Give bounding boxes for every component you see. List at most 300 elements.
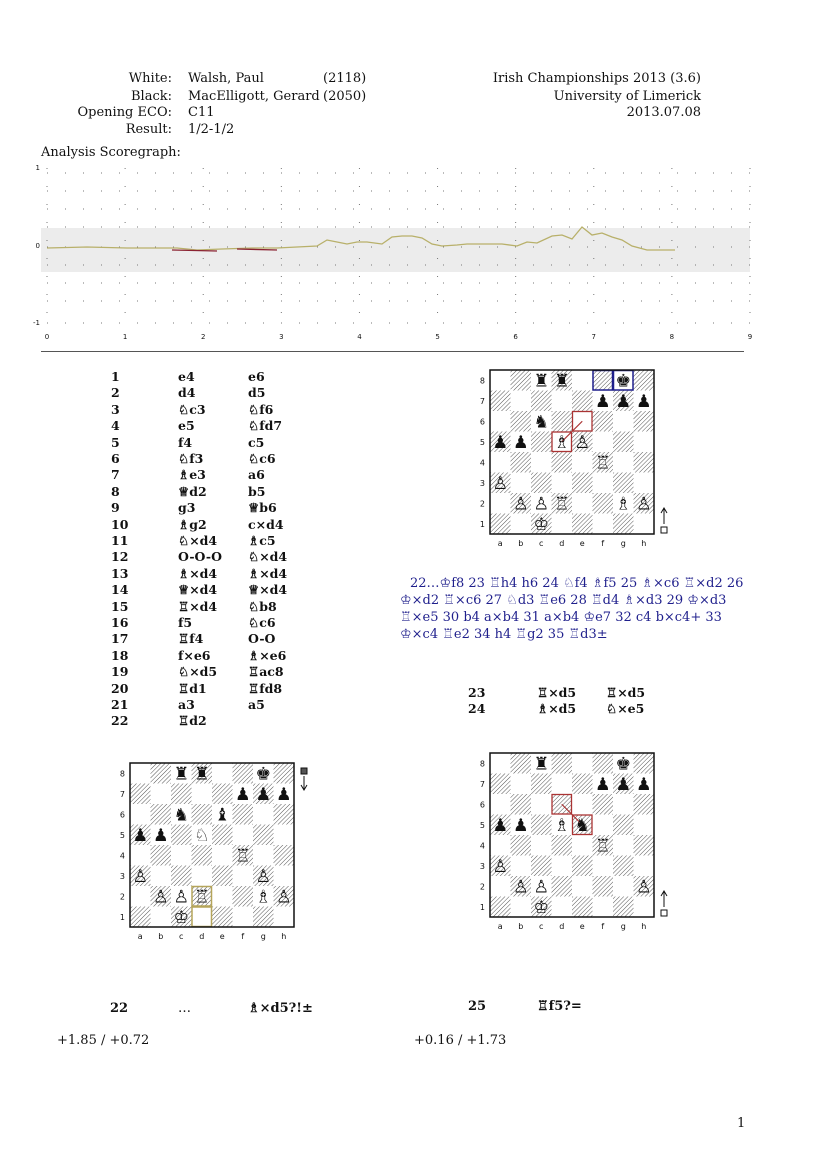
scoregraph-y-tick: -1 — [33, 319, 40, 327]
board-square-e1 — [212, 907, 233, 928]
rank-label: 1 — [479, 902, 485, 912]
chess-piece-b2: ♙ — [512, 877, 529, 898]
alt-move2-eval: +0.16 / +1.73 — [414, 1033, 507, 1048]
file-label: g — [620, 539, 626, 548]
chess-piece-g2: ♗ — [255, 887, 272, 908]
board-square-d7 — [552, 391, 573, 412]
board-square-e1 — [572, 514, 593, 535]
board-square-e6 — [572, 794, 593, 815]
black-move: ♗c5 — [248, 533, 276, 548]
move-number: 15 — [111, 598, 129, 614]
move-number: 7 — [111, 467, 120, 483]
board-square-d7 — [552, 774, 573, 795]
black-move: ♖ac8 — [248, 664, 284, 680]
rank-label: 2 — [119, 892, 125, 902]
rank-label: 2 — [479, 499, 485, 509]
board-square-b8 — [511, 753, 532, 774]
alt-move-eval: +1.85 / +0.72 — [57, 1033, 150, 1048]
board-square-f2 — [233, 886, 254, 907]
white-move: ♕×d4 — [178, 582, 218, 598]
board-square-b6 — [151, 804, 172, 825]
result-value: 1/2-1/2 — [188, 122, 235, 137]
white-move: a3 — [178, 697, 195, 712]
board-square-d3 — [552, 473, 573, 494]
black-move: ♘×e5 — [606, 701, 645, 717]
chess-piece-c2: ♙ — [173, 887, 190, 908]
chess-piece-h7: ♟ — [635, 774, 652, 795]
board-square-f1 — [233, 907, 254, 928]
white-move: ♘f3 — [178, 451, 204, 466]
chess-piece-g2: ♗ — [615, 494, 632, 515]
board-square-b3 — [151, 866, 172, 887]
board-after-move-24 — [475, 748, 675, 937]
board-square-e4 — [572, 452, 593, 473]
board-variation-22 — [115, 758, 320, 947]
black-move: c5 — [248, 434, 265, 450]
board-square-a2 — [130, 886, 151, 907]
file-label: a — [137, 932, 143, 941]
file-label: c — [539, 539, 544, 548]
black-move: a5 — [248, 697, 265, 712]
board-square-c3 — [531, 856, 552, 877]
site-name: University of Limerick — [553, 89, 701, 104]
board-square-d1 — [552, 897, 573, 918]
chess-piece-f7: ♟ — [594, 391, 611, 412]
board-square-g3 — [613, 856, 634, 877]
move-number: 10 — [111, 516, 129, 532]
board-square-c3 — [531, 473, 552, 494]
board-square-a8 — [490, 753, 511, 774]
board-square-a1 — [490, 514, 511, 535]
black-move: ♗×d4 — [248, 565, 288, 581]
scoregraph-x-tick: 2 — [200, 333, 206, 341]
black-label: Black: — [131, 89, 172, 104]
board-square-e8 — [572, 370, 593, 391]
board-square-e2 — [212, 886, 233, 907]
alt-move: ♗×d5?!± — [248, 1001, 313, 1016]
chess-piece-a3: ♙ — [492, 856, 509, 877]
rank-label: 4 — [479, 841, 485, 851]
white-move: d4 — [178, 385, 196, 401]
rank-label: 4 — [119, 851, 125, 861]
board-square-e7 — [212, 784, 233, 805]
white-to-move-icon — [661, 527, 667, 533]
move-number: 3 — [111, 401, 120, 417]
board-square-h8 — [274, 763, 295, 784]
board-square-f6 — [233, 804, 254, 825]
board-square-b7 — [151, 784, 172, 805]
board-square-g1 — [253, 907, 274, 928]
white-move: ♗g2 — [178, 516, 207, 532]
black-move: d5 — [248, 385, 266, 401]
board-square-h3 — [274, 866, 295, 887]
chess-piece-c8: ♜ — [533, 754, 550, 775]
file-label: g — [260, 932, 266, 941]
board-square-h5 — [634, 815, 655, 836]
white-move: ♘×d4 — [178, 533, 218, 548]
board-square-e2 — [572, 493, 593, 514]
rank-label: 4 — [479, 458, 485, 468]
board-square-h4 — [274, 845, 295, 866]
file-label: a — [497, 539, 503, 548]
rank-label: 7 — [479, 779, 485, 789]
scoregraph-x-tick: 0 — [44, 333, 50, 341]
board-square-b4 — [151, 845, 172, 866]
board-square-b3 — [511, 473, 532, 494]
board-square-h5 — [634, 432, 655, 453]
rank-label: 1 — [479, 519, 485, 529]
board-square-h5 — [274, 825, 295, 846]
board-square-a7 — [490, 391, 511, 412]
chess-piece-a5: ♟ — [132, 825, 149, 846]
board-square-f6 — [593, 411, 614, 432]
board-square-a8 — [130, 763, 151, 784]
board-square-b4 — [511, 452, 532, 473]
board-square-e8 — [212, 763, 233, 784]
analysis-variation: 22…♔f8 23 ♖h4 h6 24 ♘f4 ♗f5 25 ♗×c6 ♖×d2 26 ♔×d2 ♖×c6 27 ♘d3 ♖e6 28 ♖d4 ♗×d3 29 ♔×d3 ♖×e5 30 b4 a×b4 31 a×b4 ♔e7 32 c4 b×c4+ 33 ♔×c4 ♖e2 34 h4 ♖g2 35 ♖d3± — [400, 576, 744, 642]
board-square-g1 — [613, 514, 634, 535]
rank-label: 5 — [479, 437, 485, 447]
white-move: ♗×d5 — [537, 701, 577, 717]
board-square-e4 — [212, 845, 233, 866]
result-label: Result: — [125, 122, 172, 137]
scoregraph-x-tick: 7 — [591, 333, 597, 341]
file-label: e — [219, 932, 225, 941]
board-square-b8 — [511, 370, 532, 391]
rank-label: 8 — [479, 759, 485, 769]
black-move: ♖fd8 — [248, 680, 283, 696]
chess-piece-f4: ♖ — [594, 453, 611, 474]
scoregraph-x-tick: 6 — [513, 333, 518, 341]
board-square-f2 — [593, 876, 614, 897]
board-square-d2 — [552, 876, 573, 897]
file-label: b — [158, 932, 164, 941]
board-square-d1 — [192, 907, 213, 928]
board-square-a2 — [490, 493, 511, 514]
file-label: c — [179, 932, 184, 941]
board-square-f8 — [593, 753, 614, 774]
black-move: ♘c6 — [248, 615, 276, 630]
move-number: 4 — [111, 418, 120, 434]
board-square-h6 — [274, 804, 295, 825]
alt-move2: ♖f5?= — [537, 999, 582, 1014]
file-label: h — [281, 932, 287, 941]
rank-label: 7 — [479, 396, 485, 406]
white-move: ♖f4 — [178, 631, 204, 647]
board-square-h6 — [634, 411, 655, 432]
black-move: ♘f6 — [248, 401, 274, 417]
scoregraph-x-tick: 9 — [747, 333, 753, 341]
white-move: ♗e3 — [178, 467, 206, 483]
chess-piece-g3: ♙ — [255, 866, 272, 887]
move-number: 19 — [111, 664, 129, 680]
board-square-c5 — [171, 825, 192, 846]
file-label: e — [579, 539, 585, 548]
board-square-a4 — [490, 452, 511, 473]
rank-label: 5 — [479, 820, 485, 830]
chess-piece-g7: ♟ — [615, 391, 632, 412]
scoregraph-y-tick: 0 — [35, 242, 40, 250]
board-square-f1 — [593, 514, 614, 535]
rank-label: 3 — [119, 871, 125, 881]
board-square-c7 — [531, 391, 552, 412]
white-move: ♘×d5 — [178, 664, 218, 680]
board-square-d6 — [552, 411, 573, 432]
white-move: f4 — [178, 434, 193, 450]
black-move: ♖×d5 — [606, 685, 646, 700]
scoregraph-x-tick: 1 — [122, 333, 128, 341]
black-move: c×d4 — [248, 516, 284, 532]
white-move: f5 — [178, 615, 193, 630]
chess-piece-c1: ♔ — [173, 907, 190, 928]
board-square-b3 — [511, 856, 532, 877]
white-move: e4 — [178, 369, 195, 384]
chess-piece-g7: ♟ — [255, 784, 272, 805]
rank-label: 6 — [119, 810, 125, 820]
black-move: ♕b6 — [248, 500, 277, 516]
game-date: 2013.07.08 — [626, 105, 701, 120]
board-square-b1 — [511, 514, 532, 535]
board-square-c7 — [171, 784, 192, 805]
black-move: e6 — [248, 369, 265, 384]
board-square-f3 — [233, 866, 254, 887]
black-move: b5 — [248, 483, 266, 499]
move-number: 16 — [111, 615, 129, 630]
file-label: b — [518, 539, 524, 548]
black-to-move-icon — [301, 768, 307, 774]
board-square-h8 — [634, 370, 655, 391]
rank-label: 3 — [479, 478, 485, 488]
white-move: ♖×d4 — [178, 598, 218, 614]
board-square-h3 — [634, 473, 655, 494]
board-square-b8 — [151, 763, 172, 784]
chess-piece-b2: ♙ — [512, 494, 529, 515]
board-square-d4 — [192, 845, 213, 866]
board-square-a6 — [490, 794, 511, 815]
chess-piece-h2: ♙ — [275, 887, 292, 908]
board-square-c5 — [531, 432, 552, 453]
board-square-g6 — [253, 804, 274, 825]
move-number: 23 — [468, 685, 486, 700]
chess-piece-g7: ♟ — [615, 774, 632, 795]
board-square-h4 — [634, 452, 655, 473]
scoregraph-title: Analysis Scoregraph: — [41, 145, 181, 160]
board-square-d6 — [192, 804, 213, 825]
board-square-d3 — [192, 866, 213, 887]
white-move: f×e6 — [178, 647, 211, 663]
chess-piece-d8: ♜ — [193, 764, 210, 785]
board-square-h6 — [634, 794, 655, 815]
chess-piece-c8: ♜ — [173, 764, 190, 785]
board-square-d4 — [552, 452, 573, 473]
chess-piece-c6: ♞ — [533, 412, 550, 433]
rank-label: 6 — [479, 417, 485, 427]
board-square-a7 — [130, 784, 151, 805]
board-square-a1 — [490, 897, 511, 918]
eco-code: C11 — [188, 105, 215, 120]
move-number: 21 — [111, 697, 129, 712]
board-after-move-22 — [475, 365, 675, 554]
chess-piece-c1: ♔ — [533, 514, 550, 535]
alt-move-number: 22 — [110, 1001, 129, 1016]
white-move: e5 — [178, 418, 195, 434]
board-square-h1 — [634, 897, 655, 918]
move-number: 13 — [111, 565, 129, 581]
white-move: ♕d2 — [178, 483, 207, 499]
chess-piece-a3: ♙ — [132, 866, 149, 887]
alt-move2-number: 25 — [468, 999, 487, 1014]
scoregraph-y-tick: 1 — [35, 164, 40, 172]
file-label: a — [497, 922, 503, 931]
board-square-f5 — [593, 815, 614, 836]
black-move: ♘×d4 — [248, 549, 288, 565]
board-square-h1 — [634, 514, 655, 535]
board-square-f8 — [233, 763, 254, 784]
black-move: ♘fd7 — [248, 418, 283, 434]
board-square-e3 — [212, 866, 233, 887]
file-label: h — [641, 922, 647, 931]
chess-piece-f4: ♖ — [594, 836, 611, 857]
board-square-b4 — [511, 835, 532, 856]
chess-piece-d5: ♗ — [553, 815, 570, 836]
board-square-c4 — [531, 835, 552, 856]
board-square-f2 — [593, 493, 614, 514]
board-square-e4 — [572, 835, 593, 856]
eco-label: Opening ECO: — [77, 105, 172, 120]
move-number: 5 — [111, 434, 120, 450]
board-square-e8 — [572, 753, 593, 774]
file-label: d — [559, 922, 565, 931]
board-square-d3 — [552, 856, 573, 877]
file-label: d — [199, 932, 205, 941]
chess-piece-b5: ♟ — [152, 825, 169, 846]
chess-piece-g8: ♚ — [615, 754, 632, 775]
black-name: MacElligott, Gerard — [188, 89, 320, 104]
board-square-d4 — [552, 835, 573, 856]
board-square-c6 — [531, 794, 552, 815]
board-square-g4 — [613, 835, 634, 856]
board-square-f6 — [593, 794, 614, 815]
board-square-g4 — [253, 845, 274, 866]
chess-piece-c1: ♔ — [533, 897, 550, 918]
board-square-e5 — [212, 825, 233, 846]
move-number: 22 — [111, 713, 129, 729]
board-square-f3 — [593, 473, 614, 494]
chess-piece-f7: ♟ — [234, 784, 251, 805]
board-square-h8 — [634, 753, 655, 774]
rank-label: 8 — [479, 376, 485, 386]
white-move: ♖d1 — [178, 680, 207, 696]
board-square-a6 — [130, 804, 151, 825]
page-number: 1 — [737, 1116, 746, 1131]
chess-piece-c2: ♙ — [533, 877, 550, 898]
chess-piece-d5: ♘ — [193, 825, 210, 846]
chess-piece-b5: ♟ — [512, 815, 529, 836]
white-move: ♖d2 — [178, 713, 207, 729]
file-label: d — [559, 539, 565, 548]
board-square-a4 — [490, 835, 511, 856]
white-move: ♘c3 — [178, 401, 206, 417]
chess-piece-d5: ♗ — [553, 432, 570, 453]
board-square-a7 — [490, 774, 511, 795]
chess-piece-d2: ♖ — [553, 494, 570, 515]
board-square-f1 — [593, 897, 614, 918]
divider — [41, 351, 744, 352]
black-move: O-O — [248, 631, 276, 647]
board-square-c5 — [531, 815, 552, 836]
move-number: 24 — [468, 701, 486, 717]
scoregraph-x-tick: 8 — [669, 333, 675, 341]
board-square-c7 — [531, 774, 552, 795]
chess-piece-h7: ♟ — [275, 784, 292, 805]
board-square-d1 — [552, 514, 573, 535]
rank-label: 2 — [479, 882, 485, 892]
file-label: f — [601, 922, 605, 931]
board-square-a1 — [130, 907, 151, 928]
scoregraph-x-tick: 5 — [435, 333, 440, 341]
chess-piece-d2: ♖ — [193, 887, 210, 908]
board-square-c4 — [531, 452, 552, 473]
move-number: 1 — [111, 369, 120, 384]
board-square-d7 — [192, 784, 213, 805]
black-elo: (2050) — [323, 89, 367, 104]
chess-piece-f7: ♟ — [594, 774, 611, 795]
event-name: Irish Championships 2013 (3.6) — [492, 71, 701, 86]
chess-piece-h2: ♙ — [635, 494, 652, 515]
chess-piece-b2: ♙ — [152, 887, 169, 908]
board-square-b7 — [511, 774, 532, 795]
file-label: h — [641, 539, 647, 548]
rank-label: 5 — [119, 830, 125, 840]
chess-piece-g8: ♚ — [255, 764, 272, 785]
move-number: 20 — [111, 680, 129, 696]
white-move: O-O-O — [178, 549, 222, 565]
chess-piece-e5: ♞ — [574, 815, 591, 836]
move-number: 17 — [111, 631, 129, 647]
chess-piece-c8: ♜ — [533, 371, 550, 392]
board-square-f5 — [233, 825, 254, 846]
board-square-g3 — [613, 473, 634, 494]
board-square-b7 — [511, 391, 532, 412]
white-name: Walsh, Paul — [188, 71, 264, 86]
chess-piece-a5: ♟ — [492, 815, 509, 836]
black-move: ♘c6 — [248, 451, 276, 466]
board-square-c4 — [171, 845, 192, 866]
board-square-b1 — [151, 907, 172, 928]
move-number: 9 — [111, 500, 120, 516]
scoregraph-band — [41, 228, 750, 272]
board-square-a4 — [130, 845, 151, 866]
rank-label: 7 — [119, 789, 125, 799]
board-square-e7 — [572, 391, 593, 412]
chess-piece-e6: ♝ — [214, 805, 231, 826]
rank-label: 8 — [119, 769, 125, 779]
scoregraph-x-tick: 3 — [279, 333, 284, 341]
white-elo: (2118) — [323, 71, 367, 86]
file-label: f — [601, 539, 605, 548]
board-square-f5 — [593, 432, 614, 453]
file-label: b — [518, 922, 524, 931]
board-square-a2 — [490, 876, 511, 897]
move-number: 12 — [111, 549, 129, 565]
chess-piece-d8: ♜ — [553, 371, 570, 392]
board-square-f8 — [593, 370, 614, 391]
move-number: 18 — [111, 647, 129, 663]
rank-label: 3 — [479, 861, 485, 871]
board-square-e2 — [572, 876, 593, 897]
board-square-g6 — [613, 411, 634, 432]
move-number: 14 — [111, 582, 129, 598]
